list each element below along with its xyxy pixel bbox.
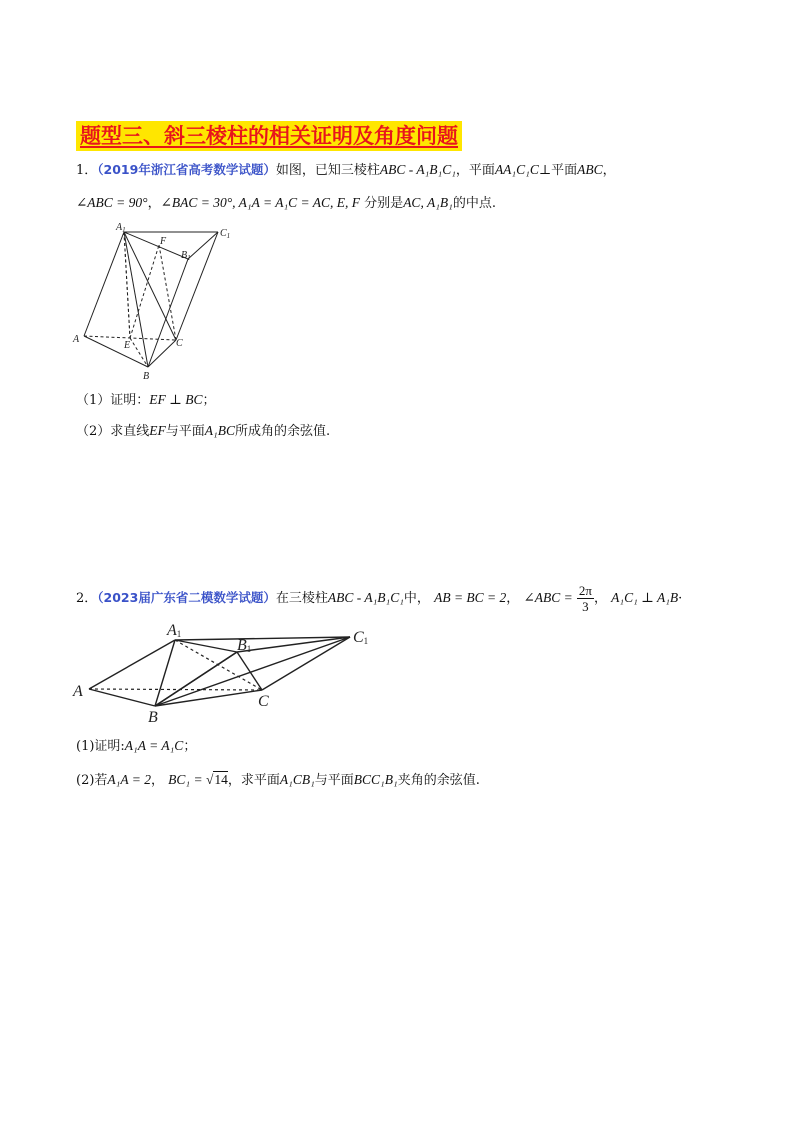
problem2-text: 中，	[403, 591, 430, 606]
problem2-text: 夹角的余弦值.	[397, 773, 480, 788]
question-label: （1）证明：	[76, 393, 150, 408]
problem1-question2	[76, 421, 330, 442]
problem1-text: 如图，已知三棱柱	[275, 163, 380, 178]
problem1-text: 与平面	[165, 424, 205, 439]
fig2-label-B: B	[148, 709, 158, 726]
problem2-text: ，	[593, 591, 607, 606]
problem1-text: 的中点.	[452, 196, 496, 211]
problem2-text: ，求平面	[227, 773, 280, 788]
fig1-label-C: C	[176, 338, 183, 349]
fig1-label-F: F	[160, 236, 167, 247]
problem1-plane2: ABC	[577, 162, 603, 177]
problem1-text: 分别是	[364, 196, 404, 211]
problem2-text: ·	[678, 591, 683, 606]
problem1-line2	[76, 193, 496, 214]
problem1-text: ，平面	[455, 163, 495, 178]
problem1-segments: AC, A₁B₁	[403, 195, 453, 210]
problem2-fraction	[577, 583, 594, 614]
problem1-prism: ABC - A₁B₁C₁	[379, 162, 456, 177]
problem1-q1-expr: EF ⊥ BC	[149, 392, 203, 407]
problem1-source: （2019年浙江省高考数学试题）	[97, 162, 276, 177]
problem2-q2-plane2: BCC₁B₁	[353, 772, 398, 787]
problem1-text: ，	[602, 163, 616, 178]
fig2-label-C: C	[258, 693, 269, 710]
problem1-angle-abc: ∠ABC = 90°	[76, 195, 148, 210]
problem1-text: ，	[147, 196, 161, 211]
sqrt-sign: √	[205, 772, 214, 787]
fig1-label-A1: $A_1$	[116, 222, 126, 234]
problem2-figure	[70, 615, 380, 730]
fig1-label-C1: $C_1$	[220, 228, 231, 240]
problem2-text: 在三棱柱	[275, 591, 328, 606]
problem1-perp: ⊥	[538, 163, 552, 178]
fig2-label-C1: C1	[353, 629, 369, 646]
problem1-text: 平面	[551, 163, 578, 178]
fig1-label-E: E	[124, 340, 131, 351]
section-title: 题型三、斜三棱柱的相关证明及角度问题	[76, 121, 462, 151]
problem2-line1	[76, 583, 682, 614]
problem2-angle: ∠ABC =	[523, 590, 573, 605]
fraction-numerator: 2π	[578, 583, 592, 598]
problem1-line1	[76, 160, 616, 181]
problem2-q2-c2: BC₁ =	[168, 772, 206, 787]
problem1-text: ；	[202, 393, 216, 408]
problem2-question1	[76, 736, 196, 757]
problem2-text: ；	[183, 739, 197, 754]
problem1-plane1: AA₁C₁C	[494, 162, 539, 177]
problem2-number: 2．	[76, 591, 98, 606]
question-label: (2)若	[76, 773, 108, 788]
problem2-text: 与平面	[314, 773, 354, 788]
question-label: (1)证明:	[76, 739, 125, 754]
problem1-question1	[76, 390, 216, 411]
problem1-number: 1．	[76, 163, 98, 178]
fraction-denominator: 3	[582, 599, 589, 614]
fig2-label-A1: A1	[167, 622, 182, 639]
question-label: （2）求直线	[76, 424, 150, 439]
fig1-label-A: A	[73, 334, 80, 345]
fig2-label-A: A	[73, 683, 83, 700]
problem2-q1-expr: A₁A = A₁C	[124, 738, 184, 753]
fig1-label-B1: $B_1$	[181, 250, 191, 262]
problem1-conditions: ∠BAC = 30°, A₁A = A₁C = AC, E, F	[160, 195, 361, 210]
problem2-source: （2023届广东省二模数学试题）	[97, 590, 276, 605]
problem1-q2-plane: A₁BC	[204, 423, 235, 438]
problem2-q2-plane1: A₁CB₁	[279, 772, 315, 787]
problem1-figure	[70, 218, 245, 383]
problem2-q2-c1: A₁A = 2	[107, 772, 151, 787]
problem1-text: 所成角的余弦值.	[235, 424, 331, 439]
problem2-cond3: A₁C₁ ⊥ A₁B	[611, 590, 679, 605]
problem1-q2-line: EF	[149, 423, 166, 438]
problem2-text: ，	[506, 591, 520, 606]
problem2-cond1: AB = BC = 2	[434, 590, 507, 605]
problem2-question2	[76, 770, 480, 791]
problem2-q2-sqrt-value: 14	[214, 772, 228, 787]
problem2-prism: ABC - A₁B₁C₁	[327, 590, 404, 605]
fig2-label-B1: B1	[237, 637, 252, 654]
problem2-text: ，	[150, 773, 164, 788]
fig1-label-B: B	[143, 371, 150, 382]
